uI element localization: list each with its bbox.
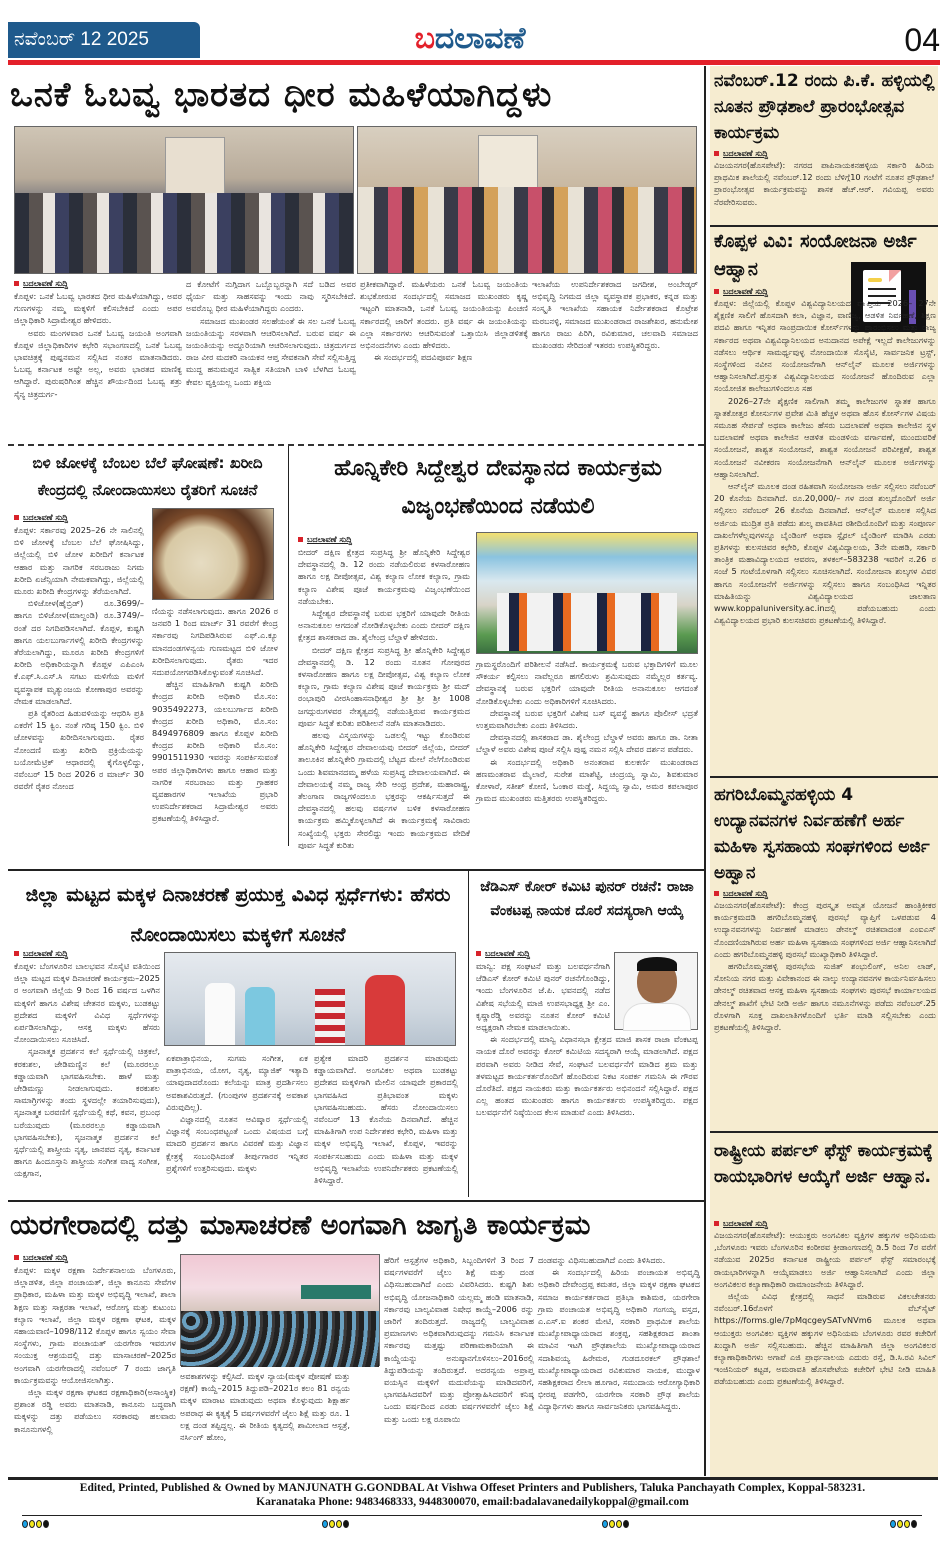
imprint-line-1: Edited, Printed, Published & Owned by MANJUNATH G.GONDBAL At Vishwa Offeset Printers and Publishers, Taluka Panchayath Complex, Koppal-583231. [79, 1482, 866, 1494]
article-body-obavva-col1: ಕೊಪ್ಪಳ: ಒನಕೆ ಓಬವ್ವ ಭಾರತದ ಧೀರ ಮಹಿಳೆಯಾಗಿದ್ದು, ಅವರ ಗುಣಗಳನ್ನು ನಮ್ಮ ಮಕ್ಕಳಿಗೆ ಕಲಿಸಬೇಕಿದೆ ಎಂದು ಅಪರ ಜಿಲ್ಲಾಧಿಕಾರಿ ಸಿದ್ರಾಮೇಶ್ವರ ಹೇಳಿದರು. ಅವರು ಮಂಗಳವಾರ ಒನಕೆ ಓಬವ್ವ ಜಯಂತಿ ಅಂಗವಾಗಿ ಕೊಪ್ಪಳ ಜಿಲ್ಲಾಧಿಕಾರಿಗಳ ಕಛೇರಿ ಸಭಾಂಗಣದಲ್ಲಿ ಒನಕೆ ಓಬವ್ವ ಭಾವಚಿತ್ರಕ್ಕೆ ಪುಷ್ಪನಮನ ಸಲ್ಲಿಸಿದ ನಂತರ ಮಾತನಾಡಿದರು. ಓಬವ್ವ ಕರ್ನಾಟಕ ಅಷ್ಟೇ ಅಲ್ಲ, ಅವರು ಭಾರತದ ಮಾಣಿಕ್ಯ ಆಗಿದ್ದಾರೆ. ಪುರುಷರಿಗಿಂತ ಹೆಚ್ಚಿನ ಶೌರ್ಯದಿಂದ ಓಬವ್ವ ಶತ್ರು ಸೈನ್ಯ ಚಿತ್ರದುರ್ಗ- [14, 291, 182, 399]
sidebar-rule [710, 1131, 938, 1133]
byline-hagaribommanahalli: ಬದಲಾವಣೆ ಸುದ್ದಿ [714, 888, 834, 899]
article-body-obavva-col3: ಪ್ರತೀಕವಾಗಿದ್ದಾರೆ. ಮಹಿಳೆಯರು ಒನಕೆ ಓಬವ್ವ ಜಯಂತಿಯ ಶುಭಕೋರುವ ಸಂದರ್ಭದಲ್ಲಿ ಸಮಾಜದ ಮುಖಂಡರು ಕೃಷ್ಣ ಇಟ್ಟಂಗಿ ಮಾತನಾಡಿ, ಒನಕೆ ಓಬವ್ವ ಜಯಂತಿಯನ್ನು ಪಿಂಚಣಿ ಸರ್ಕಾರದಲ್ಲಿ ಜಾರಿಗೆ ತಂದರು. ಪ್ರತಿ ವರ್ಷ ಈ ಜಯಂತಿಯನ್ನು ಎಲ್ಲಾ ಸರ್ಕಾರಗಳು ಆಚರಿಸುವಂತೆ ಒತ್ತಾಯಿಸಿ ಜಿಲ್ಲಾಡಳಿತಕ್ಕೆ ಅಭಿನಂದನೆಗಳು ಎಂದು ಹೇಳಿದರು. ಈ ಸಂದರ್ಭದಲ್ಲಿ ಪದವಿಪೂರ್ವ ಶಿಕ್ಷಣ [360, 279, 528, 363]
article-body-makkala-col1: ಕೊಪ್ಪಳ: ಬೆಂಗಳೂರಿನ ಬಾಲಭವನ ಸೊಸೈಟಿ ವತಿಯಿಂದ ಜಿಲ್ಲಾ ಮಟ್ಟದ ಮಕ್ಕಳ ದಿನಾಚರಣೆ ಕಾರ್ಯಕ್ರಮ–2025 ರ ಅಂಗವಾಗಿ ಜಿಲ್ಲೆಯ 9 ರಿಂದ 16 ವರ್ಷದ ಒಳಗಿನ ಮಕ್ಕಳಿಗೆ ಹಾಗೂ ವಿಶೇಷ ಚೇತನರ ಮಕ್ಕಳು, ಬುಡಕಟ್ಟು ಪ್ರದೇಶದ ಮಕ್ಕಳಿಗೆ ವಿವಿಧ ಸ್ಪರ್ಧೆಗಳನ್ನು ಏರ್ಪಡಿಸಲಾಗಿದ್ದು, ಆಸಕ್ತ ಮಕ್ಕಳು ಹೆಸರು ನೋಂದಾಯಿಸಲು ಸೂಚಿಸಿದೆ. ಸೃಜನಾತ್ಮಕ ಪ್ರದರ್ಶನ ಕಲೆ ಸ್ಪರ್ಧೆಯಲ್ಲಿ ಚಿತ್ರಕಲೆ, ಕರಕುಶಲ, ಜೇಡಿಮಣ್ಣಿನ ಕಲೆ (ಮೂರರಲ್ಲೂ ಕಡ್ಡಾಯವಾಗಿ ಭಾಗವಹಿಸಬೇಕು. ಹಾಳೆ ಮತ್ತು ಜೇಡಿಮಣ್ಣು ನೀಡಲಾಗುವುದು. ಕರಕುಶಲ ಸಾಮಾಗ್ರಿಗಳನ್ನು ತಂದು ಸ್ಥಳದಲ್ಲೇ ತಯಾರಿಸುವುದು), ಸೃಜನಾತ್ಮಕ ಬರವಣಿಗೆ ಸ್ಪರ್ಧೆಯಲ್ಲಿ ಕಥೆ, ಕವನ, ಪ್ರಬಂಧ ಬರೆಯುವುದು (ಮೂರರಲ್ಲೂ ಕಡ್ಡಾಯವಾಗಿ ಭಾಗವಹಿಸಬೇಕು), ಸೃಜನಾತ್ಮಕ ಪ್ರದರ್ಶನ ಕಲೆ ಸ್ಪರ್ಧೆಯಲ್ಲಿ ಶಾಸ್ತ್ರೀಯ ನೃತ್ಯ, ಜಾನಪದ ನೃತ್ಯ, ಕರ್ನಾಟಕ ಹಾಗೂ ಹಿಂದೂಸ್ತಾನಿ ಶಾಸ್ತ್ರೀಯ ಸಂಗೀತ ವಾದ್ಯ ಸಂಗೀತ, ಯಕ್ಷಗಾನ, [14, 961, 160, 1179]
sidebar-divider [704, 66, 706, 1476]
article-body-jds: ಮಾನ್ವಿ: ಪಕ್ಷ ಸಂಘಟನೆ ಮತ್ತು ಬಲವರ್ಧನೆಗಾಗಿ ಜೆಡಿಎಸ್ ಕೋರ್ ಕಮಿಟಿ ಪುನರ್ ರಚನೆಗೊಂಡಿದ್ದು, ಇಂದು ಬೆಂಗಳೂರಿನ ಜೆ.ಪಿ. ಭವನದಲ್ಲಿ ನಡೆದ ವಿಶೇಷ ಸಭೆಯಲ್ಲಿ ಮಾಜಿ ಉಪಸಭಾಧ್ಯಕ್ಷ ಶ್ರೀ ಎಂ. ಕೃಷ್ಣಾರೆಡ್ಡಿ ಅವರನ್ನು ನೂತನ ಕೋರ್ ಕಮಿಟಿ ಅಧ್ಯಕ್ಷರಾಗಿ ನೇಮಕ ಮಾಡಲಾಯಿತು. ಈ ಸಂದರ್ಭದಲ್ಲಿ ಮಾನ್ವಿ ವಿಧಾನಸಭಾ ಕ್ಷೇತ್ರದ ಮಾಜಿ ಶಾಸಕ ರಾಜಾ ವೆಂಕಟಪ್ಪ ನಾಯಕ ದೊರೆ ಅವರನ್ನು ಕೋರ್ ಕಮಿಟಿಯ ಸದಸ್ಯರಾಗಿ ಆಯ್ಕೆ ಮಾಡಲಾಗಿದೆ. ಪಕ್ಷದ ಪರವಾಗಿ ಅವರು ನೀಡಿದ ಸೇವೆ, ಸಂಘಟನೆ ಬಲವರ್ಧನೆಗೆ ಮಾಡಿದ ಶ್ರಮ ಮತ್ತು ತಳಮಟ್ಟದ ಕಾರ್ಯಕರ್ತರೊಂದಿಗೆ ಹೊಂದಿರುವ ನಿಕಟ ಸಂಪರ್ಕ ಗಮನಿಸಿ ಈ ಗೌರವ ದೊರೆತಿದೆ. ಪಕ್ಷದ ನಾಯಕರು ಮತ್ತು ಕಾರ್ಯಕರ್ತರು ಅಭಿನಂದನೆ ಸಲ್ಲಿಸಿದ್ದಾರೆ. ಪಕ್ಷದ ಎಲ್ಲ ಹಂತದ ಮುಖಂಡರು ಹಾಗೂ ಕಾರ್ಯಕರ್ತರು ಉಪಸ್ಥಿತರಿದ್ದರು. ಪಕ್ಷದ ಬಲವರ್ಧನೆಗೆ ನಿಷ್ಠೆಯಿಂದ ಕೆಲಸ ಮಾಡುವೆ ಎಂದು ತಿಳಿಸಿದರು. [476, 961, 698, 1118]
byline-purple-fest: ಬದಲಾವಣೆ ಸುದ್ದಿ [714, 1218, 834, 1229]
registration-marks [22, 1520, 49, 1528]
article-body-jola-col1: ಕೊಪ್ಪಳ: ಸರ್ಕಾರವು 2025–26 ನೇ ಸಾಲಿನಲ್ಲಿ ಬಿಳಿ ಜೋಳಕ್ಕೆ ಬೆಂಬಲ ಬೆಲೆ ಘೋಷಿಸಿದ್ದು, ಜಿಲ್ಲೆಯಲ್ಲಿ ಬಿಳಿ ಜೋಳ ಖರೀದಿಗೆ ಕರ್ನಾಟಕ ಆಹಾರ ಮತ್ತು ನಾಗರಿಕ ಸರಬರಾಜು ನಿಗಮ ಖರೀದಿ ಏಜೆನ್ಸಿಯಾಗಿ ನೇಮಕವಾಗಿದ್ದು, ಜಿಲ್ಲೆಯಲ್ಲಿ ಮೂರು ಖರೀದಿ ಕೇಂದ್ರಗಳನ್ನು ತೆರೆಯಲಾಗಿದೆ. ಬಿಳಿಜೋಳ(ಹೈಬ್ರಿಡ್) ರೂ.3699/– ಹಾಗೂ ಬಿಳಿಜೋಳ(ಮಾಲ್ದಂಡಿ) ರೂ.3749/– ರಂತೆ ದರ ನಿಗದಿಪಡಿಸಲಾಗಿದೆ. ಕೊಪ್ಪಳ, ಕುಷ್ಟಗಿ ಹಾಗೂ ಯಲಬುರ್ಗಾಗಳಲ್ಲಿ ಖರೀದಿ ಕೇಂದ್ರಗಳನ್ನು ತೆರೆಯಲಾಗಿದ್ದು, ಮೂರೂ ಖರೀದಿ ಕೇಂದ್ರಗಳಿಗೆ ಖರೀದಿ ಅಧಿಕಾರಿಯನ್ನಾಗಿ ಕೊಪ್ಪಳ ಎಪಿಎಂಸಿ ಕೆ.ಎಫ್.ಸಿ.ಎಸ್.ಸಿ ಸಗಟು ಮಳಿಗೆಯ ಮಳಿಗೆ ವ್ಯವಸ್ಥಾಪಕ ಮೃತ್ಯುಂಜಯ ಕೋಣಾಪುರ ಅವರನ್ನು ನೇಮಕ ಮಾಡಲಾಗಿದೆ. ಪ್ರತಿ ರೈತರಿಂದ ಹಿಡುವಳಿಯನ್ನು ಆಧರಿಸಿ ಪ್ರತಿ ಎಕರೆಗೆ 15 ಕ್ವಿಂ. ನಂತೆ ಗರಿಷ್ಠ 150 ಕ್ವಿಂ. ಬಿಳಿ ಜೋಳವನ್ನು ಖರೀದಿಸಲಾಗುವುದು. ರೈತರ ನೋಂದಣಿ ಮತ್ತು ಖರೀದಿ ಪ್ರಕ್ರಿಯೆಯನ್ನು ಬಯೋಮೆಟ್ರಿಕ್ ಆಧಾರದಲ್ಲಿ ಕೈಗೊಳ್ಳಲಿದ್ದು, ನವೆಂಬರ್ 15 ರಿಂದ 2026 ರ ಮಾರ್ಚ್ 30 ರವರೆಗೆ ರೈತರ ನೋಂದ [14, 525, 144, 792]
article-body-obavva-col2: ದ ಕೋಟೆಗೆ ನುಗ್ಗಿದಾಗ ಒಬ್ಬೊಬ್ಬರನ್ನಾಗಿ ಸದೆ ಬಡಿದ ಅವರ ಧೈರ್ಯ ಮತ್ತು ಸಾಹಸವನ್ನು ಇಂದು ನಾವು ಸ್ಮರಿಸಬೇಕಿದೆ. ಅವರೊಬ್ಬ ಧೀರ ಮಹಿಳೆಯಾಗಿದ್ದರು ಎಂದರು. ಸಮಾಜದ ಮುಖಂಡರ ಸಲಹೆಯಂತೆ ಈ ಸಲ ಒನಕೆ ಓಬವ್ವ ಜಯಂತಿಯನ್ನು ಸರಳವಾಗಿ ಆಚರಿಸಲಾಗಿದೆ. ಬರುವ ವರ್ಷ ಈ ಜಯಂತಿಯನ್ನು ಅದ್ದೂರಿಯಾಗಿ ಆಚರಿಸಲಾಗುವುದು. ಚಿತ್ರದುರ್ಗದ ರಾಜ ವೀರ ಮದಕರಿ ನಾಯಕನ ಆಪ್ತ ಸೇವಕನಾಗಿ ಸೇವೆ ಸಲ್ಲಿಸುತ್ತಿದ್ದ ಮುದ್ದ ಹನುಮಪ್ಪನ ಸಾತ್ವಿಕ ಸತಿಯಾಗಿ ಬಾಳಿ ಬೆಳಗಿದ ಓಬವ್ವ ಕೇವಲ ವ್ಯಕ್ತಿಯಲ್ಲ ಒಂದು ಶಕ್ತಿಯ [186, 279, 356, 387]
byline-obavva: ಬದಲಾವಣೆ ಸುದ್ದಿ [14, 278, 134, 289]
headline-honnikeri: ಹೊನ್ನಿಕೇರಿ ಸಿದ್ದೇಶ್ವರ ದೇವಸ್ಥಾನದ ಕಾರ್ಯಕ್ರಮ ವಿಜೃಂಭಣೆಯಿಂದ ನಡೆಯಲಿ [334, 456, 662, 519]
byline-jola: ಬದಲಾವಣೆ ಸುದ್ದಿ [14, 512, 134, 523]
article-body-yaragera-col4: ದಂಡವನ್ನು ವಿಧಿಸಬಹುದಾಗಿದೆ ಎಂದು ತಿಳಿಸಿದರು. ಈ ಸಂದರ್ಭದಲ್ಲಿ ಹಿರಿಯ ಪಂಚಾಯತ ಅಭಿವೃದ್ಧಿ ಅಧಿಕಾರಿ ದೇವೇಂದ್ರಪ್ಪ ಕಮತರ, ಜಿಲ್ಲಾ ಮಕ್ಕಳ ರಕ್ಷಣಾ ಘಟಕದ ಸಮಾಜ ಕಾರ್ಯಕರ್ತರಾದ ಪ್ರತಿಭಾ ಕಾಶಿಮಠ, ಯರಗೇರಾ ಗ್ರಾಮ ಪಂಚಾಯತ ಅಭಿವೃದ್ಧಿ ಅಧಿಕಾರಿ ಗಂಗಯ್ಯ ವಸ್ತದ, ಎ.ಎಸ್.ಐ ಶಂಕರ ಮೇಟಿ, ಸರಕಾರಿ ಪ್ರಾಥಮಿಕ ಶಾಲೆಯ ಮುಖ್ಯೋಪಾಧ್ಯಾಯರಾದ ಶಂಕ್ರಪ್ಪ, ಸಹಶಿಕ್ಷಕರಾದ ಶಾಂತಾ ಮಾವಿನ ಇಟಗಿ ಪ್ರೌಢಶಾಲೆಯ ಮುಖ್ಯೋಪಾಧ್ಯಾಯರಾದ ಸದಾಶಿವಯ್ಯ ಹಿರೇಮಠ, ಗುಡದೂರಕಲ್ ಪ್ರೌಢಶಾಲೆ ಮುಖ್ಯೋಪಾಧ್ಯಾಯರಾದ ರವಿಕುಮಾರ ನಾಯಕ, ಮುದ್ದಾಳ ಸಹಶಿಕ್ಷಕರಾದ ಲೀಲಾ ಹೂಗಾರ, ಸಮುದಾಯ ಆರೋಗ್ಯಾಧಿಕಾರಿ ಭೀರಪ್ಪ ಪಡಗೇರಿ, ಯರಗೇರಾ ಸರಕಾರಿ ಪ್ರೌಢ ಶಾಲೆಯ ವಿದ್ಯಾರ್ಥಿಗಳು ಹಾಗೂ ಸಾರ್ವಜನಿಕರು ಭಾಗವಹಿಸಿದ್ದರು. [538, 1255, 700, 1412]
article-body-makkala-col3: ಪ್ರತ್ಯೇಕ ಮಾದರಿ ಪ್ರದರ್ಶನ ಮಾಡುವುದು ಕಡ್ಡಾಯವಾಗಿದೆ. ಅಂಗವಿಕಲ ಅಥವಾ ಬುಡಕಟ್ಟು ಪ್ರದೇಶದ ಮಕ್ಕಳಿಗಾಗಿ ಮೇಲಿನ ಯಾವುದೇ ಪ್ರಕಾರದಲ್ಲಿ ಭಾಗವಹಿಸಿದ ಪ್ರತಿಭಾವಂತ ಮಕ್ಕಳು ಭಾಗವಹಿಸಬಹುದು. ಹೆಸರು ನೋಂದಾಯಿಸಲು ನವೆಂಬರ್ 13 ಕೊನೆಯ ದಿನವಾಗಿದೆ. ಹೆಚ್ಚಿನ ಮಾಹಿತಿಗಾಗಿ ಉಪ ನಿರ್ದೇಶಕರ ಕಛೇರಿ, ಮಹಿಳಾ ಮತ್ತು ಮಕ್ಕಳ ಅಭಿವೃದ್ಧಿ ಇಲಾಖೆ, ಕೊಪ್ಪಳ, ಇವರನ್ನು ಸಂಪರ್ಕಿಸಬಹುದು ಎಂದು ಮಹಿಳಾ ಮತ್ತು ಮಕ್ಕಳ ಅಭಿವೃದ್ಧಿ ಇಲಾಖೆಯ ಉಪನಿರ್ದೇಶಕರು ಪ್ರಕಟಣೆಯಲ್ಲಿ ತಿಳಿಸಿದ್ದಾರೆ. [314, 1053, 458, 1186]
article-body-koppal-vv: ಕೊಪ್ಪಳ: ಜಿಲ್ಲೆಯಲ್ಲಿ ಕೊಪ್ಪಳ ವಿಶ್ವವಿದ್ಯಾನಿಲಯದ ವ್ಯಾಪ್ತಿಯ 2026– 27ನೇ ಶೈಕ್ಷಣಿಕ ಸಾಲಿಗೆ ಹೊಸದಾಗಿ ಕಲಾ, ವಿಜ್ಞಾನ, ವಾಣಿಜ್ಯ, ಆಡಳಿತ ನಿರ್ವಹಣೆ, ಶಿಕ್ಷಣ ಪದವಿ ಹಾಗೂ ಇನ್ನಿತರ ಸಾಂಪ್ರದಾಯಿಕ ಕೋರ್ಸ್‌ಗಳನ್ನು ಪ್ರಾರಂಭಿಸಲು ಮತ್ತು ರಾಜ್ಯ ಸರ್ಕಾರದ ಅಥವಾ ವಿಶ್ವವಿದ್ಯಾನಿಲಯದ ಅನುದಾನದ ಅಪೇಕ್ಷೆ ಇಲ್ಲದೆ ಕಾಲೇಜುಗಳನ್ನು ನಡೆಸಲು ಆರ್ಥಿಕ ಸಾಮರ್ಥ್ಯವುಳ್ಳ ನೋಂದಾಯಿತ ಸೊಸೈಟಿ, ಸಾರ್ವಜನಿಕ ಟ್ರಸ್ಟ್, ಸಂಸ್ಥೆಗಳಿಂದ ನವೀನ ಸಂಯೋಜನೆಗಾಗಿ ಆನ್‌ಲೈನ್ ಮೂಲಕ ಅರ್ಜಿಗಳನ್ನು ಆಹ್ವಾನಿಸಲಾಗಿದೆ.ಪ್ರಸ್ತುತ ವಿಶ್ವವಿದ್ಯಾನಿಲಯದ ಸಂಯೋಜನೆ ಹೊಂದಿರುವ ಎಲ್ಲಾ ಸಂಯೋಜಿತ ಕಾಲೇಜುಗಳಿಂದಲೂ ಸಹ 2026–27ನೇ ಶೈಕ್ಷಣಿಕ ಸಾಲಿಗಾಗಿ ತಮ್ಮ ಕಾಲೇಜುಗಳ ಸ್ನಾತಕ ಹಾಗೂ ಸ್ನಾತಕೋತ್ತರ ಕೋರ್ಸುಗಳ ಪ್ರವೇಶ ಮಿತಿ ಹೆಚ್ಚಳ ಅಥವಾ ಹೊಸ ಕೋರ್ಸ್‌ಗಳ ವಿಷಯ ಸಮೂಹ ಸೇರ್ಪಡೆ ಅಥವಾ ಕಾಲೇಜು ಹೆಸರು ಬದಲಾವಣೆ ಅಥವಾ ಕಾಲೇಜಿನ ಸ್ಥಳ ಬದಲಾವಣೆ ಅಥವಾ ಕಾಲೇಜಿನ ಆಡಳಿತ ಮಂಡಳಿಯ ವರ್ಗಾವಣೆ, ಮುಂದುವರಿಕೆ ಸಂಯೋಜನೆ, ಶಾಶ್ವತ ಸಂಯೋಜನೆ, ಶಾಶ್ವತ ಸಂಯೋಜನೆ ಪರಿವೀಕ್ಷಣೆ, ಶಾಶ್ವತ ಸಂಯೋಜನೆ ನವೀಕರಣ ಸಂಯೋಜನೆಗಾಗಿ ಆನ್‌ಲೈನ್ ಮೂಲಕ ಅರ್ಜಿಗಳನ್ನು ಆಹ್ವಾನಿಸಲಾಗಿದೆ. ಆನ್‌ಲೈನ್ ಮೂಲಕ ದಂಡ ರಹಿತವಾಗಿ ಸಂಯೋಜನಾ ಅರ್ಜಿ ಸಲ್ಲಿಸಲು ನವೆಂಬರ್ 20 ಕೊನೆಯ ದಿನವಾಗಿದೆ. ರೂ.20,000/– ಗಳ ದಂಡ ಶುಲ್ಕದೊಂದಿಗೆ ಅರ್ಜಿ ಸಲ್ಲಿಸಲು ನವೆಂಬರ್ 26 ಕೊನೆಯ ದಿನವಾಗಿದೆ. ಆನ್‌ಲೈನ್ ಮೂಲಕ ಸಲ್ಲಿಸಿದ ಅರ್ಜಿಯ ಮುದ್ರಿತ ಪ್ರತಿ ಪಡೆದು ಶುಲ್ಕ ಪಾವತಿಸಿದ ರಶೀದಿಯೊಂದಿಗೆ ಮತ್ತು ಸಂಪೂರ್ಣ ದಾಖಲೆಗಳೆಲ್ಲವುಗಳನ್ನೂ ಬೈಂಡಿಂಗ್ ಅಥವಾ ಸ್ಪೈರಲ್ ಬೈಂಡಿಂಗ್ ಮಾಡಿಸಿ ಎರಡು ಪ್ರತಿಗಳನ್ನು ಕುಲಸಚಿವರ ಕಛೇರಿ, ಕೊಪ್ಪಳ ವಿಶ್ವವಿದ್ಯಾಲಯ, 3ನೇ ಮಹಡಿ, ಸರ್ಕಾರಿ ತಾಂತ್ರಿಕ ಮಹಾವಿದ್ಯಾಲಯದ ಆವರಣ, ತಳಕಲ್–583238 ಇವರಿಗೆ ನ.26 ರ ಸಂಜೆ 5 ಗಂಟೆಯೊಳಗಾಗಿ ಸಲ್ಲಿಸಲು ಸೂಚಿಸಲಾಗಿದೆ. ಸಂಯೋಜನಾ ಶುಲ್ಕಗಳ ವಿವರ ಹಾಗೂ ಸಂಯೋಜನೆಗೆ ಅರ್ಜಿಗಳನ್ನು ಸಲ್ಲಿಸಲು ಹಾಗೂ ಸಂಬಂಧಿಸಿದ ಇನ್ನಿತರ ಮಾಹಿತಿಯನ್ನು ವಿಶ್ವವಿದ್ಯಾಲಯದ ಜಾಲತಾಣ www.koppaluniversity.ac.inದಲ್ಲಿ ಪಡೆಯಬಹುದು ಎಂದು ವಿಶ್ವವಿದ್ಯಾಲಯದ ಪ್ರಭಾರಿ ಕುಲಸಚಿವರು ಪ್ರಕಟಣೆಯಲ್ಲಿ ತಿಳಿಸಿದ್ದಾರೆ. [714, 298, 936, 626]
sidebar-rule [710, 776, 938, 778]
imprint-footer [0, 1481, 945, 1509]
registration-marks [602, 1520, 629, 1528]
article-body-purple-fest: ವಿಜಯನಗರ(ಹೊಸಪೇಟೆ): ಆಯುಕ್ತರು ಅಂಗವಿಕಲ ವ್ಯಕ್ತಿಗಳ ಹಕ್ಕುಗಳ ಅಧಿನಿಯಮ ,ಬೆಂಗಳೂರು ಇವರು ಬೆಂಗಳೂರಿನ ಕಂಠೀರವ ಕ್ರೀಡಾಂಗಣದಲ್ಲಿ ಡಿ.5 ರಿಂದ 7ರ ವರೆಗೆ ನಡೆಯುವ 2025ರ ಕರ್ನಾಟಕ ರಾಷ್ಟ್ರೀಯ ಪರ್ಪಲ್ ಫೆಸ್ಟ್ ಸಮಾರಂಭಕ್ಕೆ ರಾಯಭಾರಿಗಳನ್ನಾಗಿ ಆಯ್ಕೆಮಾಡಲು ಅರ್ಜಿ ಆಹ್ವಾನಿಸಲಾಗಿದೆ ಎಂದು ಜಿಲ್ಲಾ ಅಂಗವಿಕಲರ ಕಲ್ಯಾಣಾಧಿಕಾರಿ ರಾಮಾಂಜನೇಯ ತಿಳಿಸಿದ್ದಾರೆ. ಜಿಲ್ಲೆಯ ವಿವಿಧ ಕ್ಷೇತ್ರದಲ್ಲಿ ಸಾಧನೆ ಮಾಡಿರುವ ವಿಕಲಚೇತನರು ನವೆಂಬರ್.16ರೊಳಗೆ ವೆಬ್‌ಸೈಟ್ https://forms.gle/7pMqcgeySATvNVm6 ಮೂಲಕ ಅಥವಾ ಆಯುಕ್ತರು ಅಂಗವಿಕಲ ವ್ಯಕ್ತಿಗಳ ಹಕ್ಕುಗಳ ಅಧಿನಿಯಮ ಬೆಂಗಳೂರು ರವರ ಕಚೇರಿಗೆ ಖುದ್ದಾಗಿ ಅರ್ಜಿ ಸಲ್ಲಿಸಬಹುದು. ಹೆಚ್ಚಿನ ಮಾಹಿತಿಗಾಗಿ ಜಿಲ್ಲಾ ಅಂಗವಿಕಲರ ಕಲ್ಯಾಣಾಧಿಕಾರಿಗಳು ಅಗಾಪೆ ಎಜಿ ಪ್ರಾರ್ಥನಾಲಯ ಎದುರು ರಸ್ತೆ, ಡಿ.ಸಿ.ರವಿ ಸಿವಿಲ್ ಇಂಜಿನಿಯರ್ ಕಟ್ಟಡ, ಅಮರಾವತಿ ಹೊಸಪೇಟೆಯ ಕಚೇರಿಗೆ ಭೇಟಿ ನೀಡಿ ಮಾಹಿತಿ ಪಡೆಯಬಹುದು ಎಂದು ಪ್ರಕಟಣೆಯಲ್ಲಿ ತಿಳಿಸಿದ್ದಾರೆ. [714, 1230, 936, 1387]
article-body-makkala-col2: ಏಕಪಾತ್ರಾಭಿನಯ, ಸುಗಮ ಸಂಗೀತ, ಏಕ ಪಾತ್ರಾಭಿನಯ, ಯೋಗ, ನೃತ್ಯ, ಮ್ಯಾಜಿಕ್ ಇತ್ಯಾದಿ ಯಾವುದಾದರೊಂದು ಕಲೆಯನ್ನು ಮಾತ್ರ ಪ್ರದರ್ಶಿಸಲು ಅವಕಾಶವಿರುತ್ತದೆ. (ಗುಂಪುಗಳ ಪ್ರದರ್ಶನಕ್ಕೆ ಅವಕಾಶ ವಿರುವುದಿಲ್ಲ). ವಿಜ್ಞಾನದಲ್ಲಿ ನೂತನ ಆವಿಷ್ಕಾರ ಸ್ಪರ್ಧೆಯಲ್ಲಿ ವಿಜ್ಞಾನಕ್ಕೆ ಸಂಬಂಧಪಟ್ಟಂತೆ ಒಂದು ವಿಷಯದ ಬಗ್ಗೆ ಮಾದರಿ ಪ್ರದರ್ಶನ ಹಾಗೂ ವಿವರಣೆ ಮತ್ತು ವಿಜ್ಞಾನ ಕ್ಷೇತ್ರಕ್ಕೆ ಸಂಬಂಧಿಸಿದಂತೆ ತೀರ್ಪುಗಾರರ ಇನ್ನಿತರ ಪ್ರಶ್ನೆಗಳಿಗೆ ಉತ್ತರಿಸುವುದು. ಮಕ್ಕಳು [166, 1053, 308, 1173]
column-divider [468, 871, 469, 1197]
byline-jds: ಬದಲಾವಣೆ ಸುದ್ದಿ [476, 948, 596, 959]
photo-awareness-event [180, 1254, 380, 1366]
article-body-honnikeri-col2: ಗ್ರಾಮಸ್ಥರೊಂದಿಗೆ ಪರಿಶೀಲನೆ ನಡೆಸಿದೆ. ಕಾರ್ಯಕ್ರಮಕ್ಕೆ ಬರುವ ಭಕ್ತಾದಿಗಳಿಗೆ ಮೂಲ ಸೌಕರ್ಯ ಕಲ್ಪಿಸಲು ನಾವೆಲ್ಲರೂ ಹಗಲಿರುಳು ಶ್ರಮಿಸುವುದು ನಮ್ಮೆಲ್ಲರ ಕರ್ತವ್ಯ. ದೇವಸ್ಥಾನಕ್ಕೆ ಬರುವ ಭಕ್ತರಿಗೆ ಯಾವುದೇ ರೀತಿಯ ಅನಾನುಕೂಲ ಆಗದಂತೆ ನೋಡಿಕೊಳ್ಳಬೇಕು ಎಂದು ಅಧಿಕಾರಿಗಳಿಗೆ ಸೂಚಿಸಿದರು. ದೇವಸ್ಥಾನಕ್ಕೆ ಬರುವ ಭಕ್ತರಿಗೆ ವಿಶೇಷ ಬಸ್ ವ್ಯವಸ್ಥೆ ಹಾಗೂ ಪೊಲೀಸ್ ಭದ್ರತೆ ಉತ್ತಮವಾಗಿರಬೇಕು ಎಂದು ತಿಳಿಸಿದರು. ದೇವಸ್ಥಾನದಲ್ಲಿ ಶಾಸಕರಾದ ಡಾ. ಶೈಲೇಂದ್ರ ಬೆಲ್ದಾಳೆ ಅವರು ಹಾಗೂ ಡಾ. ನೀತಾ ಬೆಲ್ದಾಳೆ ಅವರು ವಿಶೇಷ ಪೂಜೆ ಸಲ್ಲಿಸಿ ಪುಷ್ಪ ನಮನ ಸಲ್ಲಿಸಿ ದೇವರ ದರ್ಶನ ಪಡೆದರು. ಈ ಸಂದರ್ಭದಲ್ಲಿ ಅಧಿಕಾರಿ ಅನಂತರಾವ ಕುಲಕರ್ಣಿ ಮುಖಂಡರಾದ ಹಣಮಂತರಾವ ಮೈಲಾರೆ, ಸುರೇಶ ಮಾಶೆಟ್ಟಿ, ಚಂದ್ರಯ್ಯ ಸ್ವಾಮಿ, ಶಿವಕುಮಾರ ಕೋಳಾರೆ, ಸತೀಶ್ ಕೋಣಿ, ಓಂಕಾರ ಮಡ್ಡೆ, ಸಿದ್ದಯ್ಯ ಸ್ವಾಮಿ, ಅಮರ ಕಪಲಾಪೂರ ಗ್ರಾಮದ ಮುಖಂಡರು ಮತ್ತಿತರರು ಉಪಸ್ಥಿತರಿದ್ದರು. [476, 659, 698, 804]
masthead-first-letter: ಬ [414, 21, 435, 56]
article-body-hagaribommanahalli: ವಿಜಯನಗರ(ಹೊಸಪೇಟೆ): ಕೇಂದ್ರ ಪುರಸ್ಕೃತ ಅಮೃತ ಯೋಜನೆ ಹಾಂತ್ರಿಕೀಕರ ಕಾರ್ಯಕ್ರಮದಡಿ ಹಗರಿಬೊಮ್ಮನಹಳ್ಳಿ ಪುರಸಭೆ ವ್ಯಾಪ್ತಿಗೆ ಒಳಪಡುವ 4 ಉದ್ಯಾನವನಗಳನ್ನು ನಿರ್ವಹಣೆ ಮಾಡಲು ಡೇನಲ್ಮ್ ರಚಿತವಾದಂತ ಎಂಐಎಸ್ ನೊಂದಣಿಯಾಗಿರುವ ಅರ್ಹ ಮಹಿಳಾ ಸ್ವಸಹಾಯ ಸಂಘಗಳಿಂದ ಅರ್ಜಿ ಆಹ್ವಾನಿಸಲಾಗಿದೆ ಎಂದು ಹಗರಿಬೊಮ್ಮನಹಳ್ಳಿ ಪುರಸಭೆ ಮುಖ್ಯಾಧಿಕಾರಿ ತಿಳಿಸಿದ್ದಾರೆ. ಹಗರಿಬೊಮ್ಮನಹಳ್ಳಿ ಪುರಸಭೆಯ ಸುಜಿತ್ ಶಂಭುಲಿಂಗ್, ಅನಿಲ ಲಾಡ್, ಸೋನಿಯ ನಗರ ಮತ್ತು ವಿವೇಕಾನಂದ ಈ ನಾಲ್ಕು ಉದ್ಯಾನವನಗಳ ಕಾರ್ಯನಿರ್ವಹಿಸಲು ಡೇನಲ್ಮ್ ರಚಿತವಾದ ಆಸಕ್ತ ಮಹಿಳಾ ಸ್ವಸಹಾಯ ಸಂಘಗಳು ಪುರಸಭೆ ಕಾರ್ಯಾಲಯದ ಡೇನಲ್ಮ್ ಶಾಖೆಗೆ ಭೇಟಿ ನೀಡಿ ಅರ್ಜಿ ಹಾಗೂ ನಮೂನೆಗಳನ್ನು ಪಡೆದು ನವೆಂಬರ್.25 ರೊಳಗಾಗಿ ಸೂಕ್ತ ದಾಖಲಾತಿಗಳೊಂದಿಗೆ ಭರ್ತಿ ಮಾಡಿ ಸಲ್ಲಿಸಬೇಕು ಎಂದು ಪ್ರಕಟಣೆಯಲ್ಲಿ ತಿಳಿಸಿದ್ದಾರೆ. [714, 900, 937, 1033]
photo-temple-event [476, 532, 698, 654]
issue-date: ನವೆಂಬರ್ 12 2025 [8, 22, 200, 58]
article-body-jola-col2: ಣಿಯನ್ನು ನಡೆಸಲಾಗುವುದು. ಹಾಗೂ 2026 ರ ಜನವರಿ 1 ರಿಂದ ಮಾರ್ಚ್ 31 ರವರೆಗೆ ಕೇಂದ್ರ ಸರ್ಕಾರವು ನಿಗದಿಪಡಿಸಿರುವ ಎಫ್.ಎ.ಕ್ಯೂ ಮಾನದಂಡಗಳನ್ವಯ ಗುಣಮಟ್ಟದ ಬಿಳಿ ಜೋಳ ಖರೀದಿಸಲಾಗುವುದು. ರೈತರು ಇದರ ಸದುಪಯೋಗಪಡಿಸಿಕೊಳ್ಳುವಂತೆ ಸೂಚಿಸಿದೆ. ಹೆಚ್ಚಿನ ಮಾಹಿತಿಗಾಗಿ ಕುಷ್ಟಗಿ ಖರೀದಿ ಕೇಂದ್ರದ ಖರೀದಿ ಅಧಿಕಾರಿ ಮೊ.ಸಂ: 9035492273, ಯಲಬುರ್ಗಾದ ಖರೀದಿ ಕೇಂದ್ರದ ಖರೀದಿ ಅಧಿಕಾರಿ, ಮೊ.ಸಂ: 8494976809 ಹಾಗೂ ಕೊಪ್ಪಳ ಖರೀದಿ ಕೇಂದ್ರದ ಖರೀದಿ ಅಧಿಕಾರಿ ಮೊ.ಸಂ: 9901511930 ಇವರನ್ನು ಸಂಪರ್ಕಿಸುವಂತೆ ಅಪರ ಜಿಲ್ಲಾಧಿಕಾರಿಗಳು ಹಾಗೂ ಆಹಾರ ಮತ್ತು ನಾಗರಿಕ ಸರಬರಾಜು ಮತ್ತು ಗ್ರಾಹಕರ ವ್ಯವಹಾರಗಳ ಇಲಾಖೆಯ ಪ್ರಭಾರಿ ಉಪನಿರ್ದೇಶಕರಾದ ಸಿದ್ರಾಮೇಶ್ವರ ಅವರು ಪ್ರಕಟಣೆಯಲ್ಲಿ ತಿಳಿಸಿದ್ದಾರೆ. [152, 606, 278, 824]
sidebar-rule [710, 225, 938, 227]
photo-children [164, 952, 456, 1046]
headline-obavva: ಒನಕೆ ಓಬವ್ವ ಭಾರತದ ಧೀರ ಮಹಿಳೆಯಾಗಿದ್ದಳು [10, 75, 553, 115]
imprint-line-2: Karanataka Phone: 9483468333, 9448300070, email:badalavanedailykoppal@gmail.com [256, 1496, 689, 1508]
article-body-obavva-col4: ಇಲಾಖೆಯ ಉಪನಿರ್ದೇಶಕರಾದ ಜಗದೀಶ, ಅಂಬೇಡ್ಕರ್ ಅಭಿವೃದ್ಧಿ ನಿಗಮದ ಜಿಲ್ಲಾ ವ್ಯವಸ್ಥಾಪಕ ಪ್ರಭಾಕರ, ಕನ್ನಡ ಮತ್ತು ಸಂಸ್ಕೃತಿ ಇಲಾಖೆಯ ಸಹಾಯಕ ನಿರ್ದೇಶಕರಾದ ಕೊಟ್ರೇಶ ಮರಬನಳ್ಳಿ, ಸಮಾಜದ ಮುಖಂಡರಾದ ರಾಜಶೇಖರ, ಹನುಮೇಶ ಹಾಗೂ ರಾಜು ಪಿರಿಗಿ, ರವಿಕುಮಾರ, ಚಲವಾದಿ ಸಮಾಜದ ಮುಖಂಡರು ಸೇರಿದಂತೆ ಇತರರು ಉಪಸ್ಥಿತರಿದ್ದರು. [532, 279, 698, 351]
byline-koppal-vv: ಬದಲಾವಣೆ ಸುದ್ದಿ [714, 286, 834, 297]
byline-yaragera: ಬದಲಾವಣೆ ಸುದ್ದಿ [14, 1252, 134, 1263]
headline-koppal-vv: ಕೊಪ್ಪಳ ವಿವಿ: ಸಂಯೋಜನಾ ಅರ್ಜಿ ಆಹ್ವಾನ [714, 231, 917, 280]
byline-honnikeri: ಬದಲಾವಣೆ ಸುದ್ದಿ [298, 534, 418, 545]
article-body-yaragera-col1: ಕೊಪ್ಪಳ: ಮಕ್ಕಳ ರಕ್ಷಣಾ ನಿರ್ದೇಶನಾಲಯ ಬೆಂಗಳೂರು, ಜಿಲ್ಲಾಡಳಿತ, ಜಿಲ್ಲಾ ಪಂಚಾಯತ್, ಜಿಲ್ಲಾ ಕಾನೂನು ಸೇವೆಗಳ ಪ್ರಾಧಿಕಾರ, ಮಹಿಳಾ ಮತ್ತು ಮಕ್ಕಳ ಅಭಿವೃದ್ಧಿ ಇಲಾಖೆ, ಶಾಲಾ ಶಿಕ್ಷಣ ಮತ್ತು ಸಾಕ್ಷರತಾ ಇಲಾಖೆ, ಆರೋಗ್ಯ ಮತ್ತು ಕುಟುಂಬ ಕಲ್ಯಾಣ ಇಲಾಖೆ, ಜಿಲ್ಲಾ ಮಕ್ಕಳ ರಕ್ಷಣಾ ಘಟಕ, ಮಕ್ಕಳ ಸಹಾಯವಾಣಿ–1098/112 ಕೊಪ್ಪಳ ಹಾಗೂ ಸ್ವಯಂ ಸೇವಾ ಸಂಸ್ಥೆಗಳು, ಗ್ರಾಮ ಪಂಚಾಯತ್ ಯರಗೇರಾ ಇವರುಗಳ ಸಂಯುಕ್ತ ಆಶ್ರಯದಲ್ಲಿ ದತ್ತು ಮಾಸಾಚರಣೆ–2025ರ ಅಂಗವಾಗಿ ಯರಗೇರಾದಲ್ಲಿ ನವೆಂಬರ್ 7 ರಂದು ಜಾಗೃತಿ ಕಾರ್ಯಕ್ರಮವನ್ನು ಆಯೋಜಿಸಲಾಗಿತ್ತು. ಜಿಲ್ಲಾ ಮಕ್ಕಳ ರಕ್ಷಣಾ ಘಟಕದ ರಕ್ಷಣಾಧಿಕಾರಿ(ಅಸಾಂಸ್ಥಿಕ) ಪ್ರಶಾಂತ ರಡ್ಡಿ ಅವರು ಮಾತನಾಡಿ, ಕಾನೂನು ಬದ್ಧವಾಗಿ ಮಕ್ಕಳನ್ನು ದತ್ತು ಪಡೆಯಲು ಸರಕಾರವು ಹಲವಾರು ಕಾನೂನುಗಳಲ್ಲಿ [14, 1265, 176, 1434]
headline-makkala: ಜಿಲ್ಲಾ ಮಟ್ಟದ ಮಕ್ಕಳ ದಿನಾಚರಣೆ ಪ್ರಯುಕ್ತ ವಿವಿಧ ಸ್ಪರ್ಧೆಗಳು: ಹೆಸರು ನೋಂದಾಯಿಸಲು ಮಕ್ಕಳಿಗೆ ಸೂಚನೆ [25, 884, 451, 946]
divider-dashed [8, 444, 704, 446]
article-body-pk-halli: ವಿಜಯನಗರ(ಹೊಸಪೇಟೆ): ನಗರದ ಪಾಪಿನಾಯಕನಹಳ್ಳಿಯ ಸರ್ಕಾರಿ ಹಿರಿಯ ಪ್ರಾಥಮಿಕ ಶಾಲೆಯಲ್ಲಿ ನವೆಂಬರ್.12 ರಂದು ಬೆಳಿಗ್ಗೆ10 ಗಂಟೆಗೆ ನೂತನ ಪ್ರೌಢಶಾಲೆ ಪ್ರಾರಂಭೋತ್ಸವ ಕಾರ್ಯಕ್ರಮವನ್ನು ಶಾಸಕ ಹೆಚ್.ಆರ್. ಗವಿಯಪ್ಪ ಅವರು ನೆರವೇರಿಸುವರು. [714, 160, 934, 207]
article-body-honnikeri-col1: ಬೀದರ್ ದಕ್ಷಿಣ ಕ್ಷೇತ್ರದ ಸುಪ್ರಸಿದ್ಧ ಶ್ರೀ ಹೊನ್ನಿಕೇರಿ ಸಿದ್ದೇಶ್ವರ ದೇವಸ್ಥಾನದಲ್ಲಿ ಡಿ. 12 ರಂದು ನಡೆಯಲಿರುವ ಕಳಸಾರೋಹಣ ಹಾಗೂ ಲಕ್ಷ ದೀಪೋತ್ಸವ, ವಿಶ್ವ ಕಲ್ಯಾಣ ಲೋಕ ಕಲ್ಯಾಣ, ಗ್ರಾಮ ಕಲ್ಯಾಣ ವಿಶೇಷ ಪೂಜೆ ಕಾರ್ಯಕ್ರಮವು ವಿಜೃಂಭಣೆಯಿಂದ ನಡೆಯಬೇಕು. ಸಿದ್ದೇಶ್ವರ ದೇವಸ್ಥಾನಕ್ಕೆ ಬರುವ ಭಕ್ತರಿಗೆ ಯಾವುದೇ ರೀತಿಯ ಅನಾನುಕೂಲ ಆಗದಂತೆ ನೋಡಿಕೊಳ್ಳಬೇಕು ಎಂದು ಬೀದರ್ ದಕ್ಷಿಣ ಕ್ಷೇತ್ರದ ಶಾಸಕರಾದ ಡಾ. ಶೈಲೇಂದ್ರ ಬೆಲ್ದಾಳೆ ಹೇಳಿದರು. ಬೀದರ್ ದಕ್ಷಿಣ ಕ್ಷೇತ್ರದ ಸುಪ್ರಸಿದ್ಧ ಶ್ರೀ ಹೊನ್ನಿಕೇರಿ ಸಿದ್ದೇಶ್ವರ ದೇವಸ್ಥಾನದಲ್ಲಿ ಡಿ. 12 ರಂದು ನೂತನ ಗೋಪುರದ ಕಳಸಾರೋಹಣ ಹಾಗೂ ಲಕ್ಷ ದೀಪೋತ್ಸವ, ವಿಶ್ವ ಕಲ್ಯಾಣ ಲೋಕ ಕಲ್ಯಾಣ, ಗ್ರಾಮ ಕಲ್ಯಾಣ ವಿಶೇಷ ಪೂಜೆ ಕಾರ್ಯಕ್ರಮ ಶ್ರೀ ಮದ್ ರಂಭಾಪುರಿ ವೀರಸಿಂಹಾಸನಾಧೀಶ್ವರ ಶ್ರೀ ಶ್ರೀ ಶ್ರೀ 1008 ಜಗದ್ಗುರುಗಳವರ ನೇತೃತ್ವದಲ್ಲಿ ನಡೆಯುತ್ತಿರುವ ಕಾರ್ಯಕ್ರಮದ ಪೂರ್ವ ಸಿದ್ಧತೆ ಕುರಿತು ಪರಿಶೀಲನೆ ನಡೆಸಿ ಮಾತನಾಡಿದರು. ಹಲವು ವಿಸ್ಮಯಗಳನ್ನು ಒಡಲಲ್ಲಿ ಇಟ್ಟು ಕೊಂಡಿರುವ ಹೊನ್ನಿಕೇರಿ ಸಿದ್ದೇಶ್ವರ ದೇವಾಲಯವು ಬೀದರ್ ಜಿಲ್ಲೆಯ, ಬೀದರ್ ತಾಲೂಕಿನ ಹೊನ್ನಿಕೇರಿ ಗ್ರಾಮದಲ್ಲಿ ಬೆಟ್ಟದ ಮೇಲೆ ನೆಲೆಗೊಂಡಿರುವ ಒಂದು ಶಿವಮಾನದಮ್ಮ ಹಳೆಯ ಸುಪ್ರಸಿದ್ಧ ದೇವಾಲಯವಾಗಿದೆ. ಈ ದೇವಾಲಯಕ್ಕೆ ನಮ್ಮ ರಾಜ್ಯ ಸೇರಿ ಆಂಧ್ರ ಪ್ರದೇಶ, ಮಹಾರಾಷ್ಟ್ರ, ತೆಲಂಗಾಣ ರಾಜ್ಯಗಳಿಂದಲೂ ಭಕ್ತರನ್ನು ಆಕರ್ಷಿಸುತ್ತದೆ ಈ ದೇವಸ್ಥಾನದಲ್ಲಿ ಹಲವು ವರ್ಷಗಳ ಬಳಿಕ ಕಳಸಾರೋಹಣ ಕಾರ್ಯಕ್ರಮ ಹಮ್ಮಿಕೊಳ್ಳಲಾಗಿದೆ ಈ ಕಾರ್ಯಕ್ರಮಕ್ಕೆ ಸಾವಿರಾರು ಸಂಖ್ಯೆಯಲ್ಲಿ ಭಕ್ತರು ಸೇರಲಿದ್ದು ಇಂದು ಕಾರ್ಯಕ್ರಮದ ವೇದಿಕೆ ಪೂರ್ವ ಸಿದ್ಧತೆ ಕುರಿತು [298, 547, 470, 850]
byline-pk-halli: ಬದಲಾವಣೆ ಸುದ್ದಿ [714, 148, 834, 159]
photo-obavva-left [14, 126, 354, 274]
photo-millet-grains [152, 508, 274, 600]
column-divider [288, 446, 289, 846]
photo-obavva-right [357, 126, 697, 274]
headline-pk-halli: ನವೆಂಬರ್.12 ರಂದು ಪಿ.ಕೆ. ಹಳ್ಳಿಯಲ್ಲಿ ನೂತನ ಪ್ರೌಢಶಾಲೆ ಪ್ರಾರಂಭೋತ್ಸವ ಕಾರ್ಯಕ್ರಮ [714, 71, 935, 143]
page-number: 04 [904, 22, 940, 58]
headline-jds: ಜೆಡಿಎಸ್ ಕೋರ್ ಕಮಿಟಿ ಪುನರ್ ರಚನೆ: ರಾಜಾ ವೆಂಕಟಪ್ಪ ನಾಯಕ ದೊರೆ ಸದಸ್ಯರಾಗಿ ಆಯ್ಕೆ [480, 879, 694, 919]
footer-rule [22, 1515, 922, 1516]
header-rule [8, 60, 940, 65]
byline-makkala: ಬದಲಾವಣೆ ಸುದ್ದಿ [14, 948, 134, 959]
headline-jola: ಬಿಳಿ ಜೋಳಕ್ಕೆ ಬೆಂಬಲ ಬೆಲೆ ಘೋಷಣೆ: ಖರೀದಿ ಕೇಂದ್ರದಲ್ಲಿ ನೋಂದಾಯಿಸಲು ರೈತರಿಗೆ ಸೂಚನೆ [32, 454, 263, 499]
article-body-yaragera-col2: ಅವಕಾಶಗಳನ್ನು ಕಲ್ಪಿಸಿದೆ. ಮಕ್ಕಳ ನ್ಯಾಯ(ಮಕ್ಕಳ ಪೋಷಣೆ ಮತ್ತು ರಕ್ಷಣೆ) ಕಾಯ್ದೆ–2015 ತಿದ್ದುಪಡಿ–2021ರ ಕಲಂ 81 ರನ್ವಯ ಮಕ್ಕಳ ಮಾರಾಟ ಮಾಡುವುದು ಅಥವಾ ಕೊಳ್ಳುವುದು ಶಿಕ್ಷಾರ್ಹ ಅಪರಾಧ ಈ ಕೃತ್ಯಕ್ಕೆ 5 ವರ್ಷಗಳವರೆಗೆ ಜೈಲು ಶಿಕ್ಷೆ ಮತ್ತು ರೂ. 1 ಲಕ್ಷ ದಂಡ ತಪ್ಪಿದ್ದಲ್ಲ. ಈ ರೀತಿಯ ಕೃತ್ಯದಲ್ಲಿ ಶಾಮೀಲಾದ ಆಸ್ಪತ್ರೆ, ನರ್ಸಿಂಗ್ ಹೋಂ, [180, 1371, 350, 1443]
headline-hagaribommanahalli: ಹಗರಿಬೊಮ್ಮನಹಳ್ಳಿಯ 4 ಉದ್ಯಾನವನಗಳ ನಿರ್ವಹಣೆಗೆ ಅರ್ಹ ಮಹಿಳಾ ಸ್ವಸಹಾಯ ಸಂಘಗಳಿಂದ ಅರ್ಜಿ ಅಹ್ವಾನ [714, 785, 930, 883]
section-rule [8, 1200, 704, 1202]
section-rule [8, 869, 704, 871]
registration-marks [890, 1520, 917, 1528]
bottom-rule [8, 1477, 938, 1480]
article-body-yaragera-col3: ಹೆರಿಗೆ ಆಸ್ಪತ್ರೆಗಳ ಅಧಿಕಾರಿ, ಸಿಬ್ಬಂದಿಗಳಿಗೆ 3 ರಿಂದ 7 ವರ್ಷಗಳವರೆಗೆ ಜೈಲು ಶಿಕ್ಷೆ ಮತ್ತು ದಂಡ ವಿಧಿಸಬಹುದಾಗಿದೆ ಎಂದು ವಿವರಿಸಿದರು. ಕುಷ್ಟಗಿ ಶಿಶು ಅಭಿವೃದ್ಧಿ ಯೋಜನಾಧಿಕಾರಿ ಯಲ್ಲಮ್ಮ ಹಂಡಿ ಮಾತನಾಡಿ, ಸರ್ಕಾರವು ಬಾಲ್ಯವಿವಾಹ ನಿಷೇಧ ಕಾಯ್ದೆ–2006 ರನ್ನು ಜಾರಿಗೆ ತಂದಿರುತ್ತದೆ. ರಾಜ್ಯದಲ್ಲಿ ಬಾಲ್ಯವಿವಾಹ ಪ್ರಮಾಣಗಳು ಅಧಿಕವಾಗಿರುವುದನ್ನು ಗಮನಿಸಿ ಕರ್ನಾಟಕ ಸರ್ಕಾರವು ಮತ್ತಷ್ಟು ಪರಿಣಾಮಕಾರಿಯಾಗಿ ಈ ಕಾಯ್ದೆಯನ್ನು ಅನುಷ್ಠಾನಗೊಳಿಸಲು–2016ರಲ್ಲಿ ತಿದ್ದುಪಡಿಯನ್ನು ತಂದಿರುತ್ತದೆ. ಅದರನ್ವಯ ಅಪ್ರಾಪ್ತ ವಯಸ್ಸಿನ ಮಕ್ಕಳಿಗೆ ಮದುವೆಯನ್ನು ಮಾಡಿದವರಿಗೆ, ಭಾಗವಹಿಸಿದವರಿಗೆ ಮತ್ತು ಪ್ರೋತ್ಸಾಹಿಸಿದವರಿಗೆ ಕನಿಷ್ಠ ಒಂದು ವರ್ಷದಿಂದ ಎರಡು ವರ್ಷಗಳವರೆಗೆ ಜೈಲು ಶಿಕ್ಷೆ ಮತ್ತು ಒಂದು ಲಕ್ಷ ರೂಪಾಯಿ [384, 1255, 534, 1424]
masthead-rest: ದಲಾವಣೆ [434, 21, 526, 56]
masthead-logo [330, 18, 610, 60]
registration-marks [322, 1520, 349, 1528]
headline-purple-fest: ರಾಷ್ಟ್ರೀಯ ಪರ್ಪಲ್ ಫೆಸ್ಟ್ ಕಾರ್ಯಕ್ರಮಕ್ಕೆ ರಾಯಭಾರಿಗಳ ಆಯ್ಕೆಗೆ ಅರ್ಜಿ ಆಹ್ವಾನ. [714, 1141, 933, 1187]
headline-yaragera: ಯರಗೇರಾದಲ್ಲಿ ದತ್ತು ಮಾಸಾಚರಣೆ ಅಂಗವಾಗಿ ಜಾಗೃತಿ ಕಾರ್ಯಕ್ರಮ [10, 1210, 591, 1241]
